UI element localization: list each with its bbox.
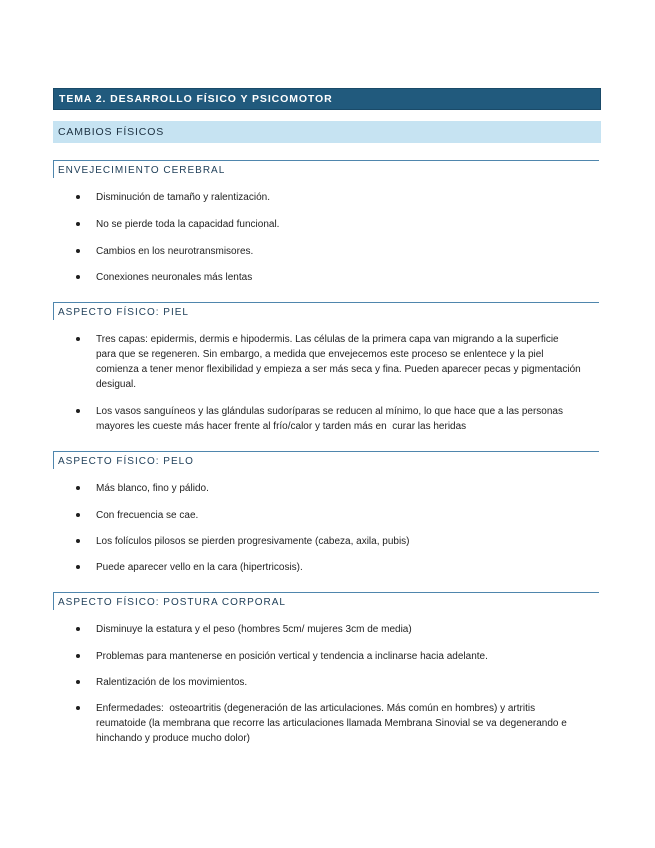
section-heading-text: ENVEJECIMIENTO CEREBRAL: [58, 164, 226, 176]
bullet-dot-icon: [76, 249, 80, 253]
list-item-text: Conexiones neuronales más lentas: [96, 271, 253, 283]
list-item-text: No se pierde toda la capacidad funcional.: [96, 218, 280, 230]
list-item-text: Los vasos sanguíneos y las glándulas sudoríparas se reducen al mínimo, lo que hace que a las personas: [96, 405, 563, 417]
bullet-dot-icon: [76, 680, 80, 684]
list-item-text: comienza a tener menor flexibilidad y empieza a ser más seca y fina. Pueden aparecer pecas y pigmentación: [96, 363, 581, 375]
section-heading: [53, 451, 599, 469]
bullet-dot-icon: [76, 337, 80, 341]
bullet-dot-icon: [76, 627, 80, 631]
bullet-dot-icon: [76, 654, 80, 658]
section-heading: [53, 302, 599, 320]
list-item-text: Tres capas: epidermis, dermis e hipodermis. Las células de la primera capa van migrando a la superficie: [96, 333, 559, 345]
list-item-text: Problemas para mantenerse en posición vertical y tendencia a inclinarse hacia adelante.: [96, 650, 488, 662]
section-heading-text: ASPECTO FÍSICO: PELO: [58, 455, 194, 467]
list-item-text: Con frecuencia se cae.: [96, 509, 199, 521]
bullet-dot-icon: [76, 195, 80, 199]
bullet-dot-icon: [76, 565, 80, 569]
list-item-text: reumatoide (la membrana que recorre las articulaciones llamada Membrana Sinovial se va degenerando e: [96, 717, 567, 729]
bullet-dot-icon: [76, 222, 80, 226]
list-item-text: Puede aparecer vello en la cara (hipertricosis).: [96, 561, 303, 573]
bullet-dot-icon: [76, 513, 80, 517]
section-heading-text: ASPECTO FÍSICO: PIEL: [58, 306, 189, 318]
list-item-text: Los folículos pilosos se pierden progresivamente (cabeza, axila, pubis): [96, 535, 410, 547]
list-item-text: Disminuye la estatura y el peso (hombres 5cm/ mujeres 3cm de media): [96, 623, 412, 635]
bullet-dot-icon: [76, 486, 80, 490]
section-heading: [53, 592, 599, 610]
section-subtitle: CAMBIOS FÍSICOS: [58, 126, 165, 138]
title-banner: [53, 88, 601, 110]
list-item-text: mayores les cueste más hacer frente al frío/calor y tarden más en curar las heridas: [96, 420, 467, 432]
list-item-text: Ralentización de los movimientos.: [96, 676, 248, 688]
document-title: TEMA 2. DESARROLLO FÍSICO Y PSICOMOTOR: [59, 93, 333, 105]
bullet-dot-icon: [76, 275, 80, 279]
subtitle-banner: [53, 121, 601, 143]
list-item-text: Más blanco, fino y pálido.: [96, 482, 209, 494]
section-heading: [53, 160, 599, 178]
list-item-text: para que se regeneren. Sin embargo, a medida que envejecemos este proceso se enlentece y la piel: [96, 348, 544, 360]
section-heading-text: ASPECTO FÍSICO: POSTURA CORPORAL: [58, 596, 286, 608]
bullet-dot-icon: [76, 539, 80, 543]
bullet-dot-icon: [76, 706, 80, 710]
list-item-text: hinchando y produce mucho dolor): [96, 732, 250, 744]
bullet-dot-icon: [76, 409, 80, 413]
list-item-text: Disminución de tamaño y ralentización.: [96, 191, 270, 203]
list-item-text: desigual.: [96, 378, 137, 390]
list-item-text: Enfermedades: osteoartritis (degeneración de las articulaciones. Más común en hombres) y artritis: [96, 702, 536, 714]
list-item-text: Cambios en los neurotransmisores.: [96, 245, 254, 257]
